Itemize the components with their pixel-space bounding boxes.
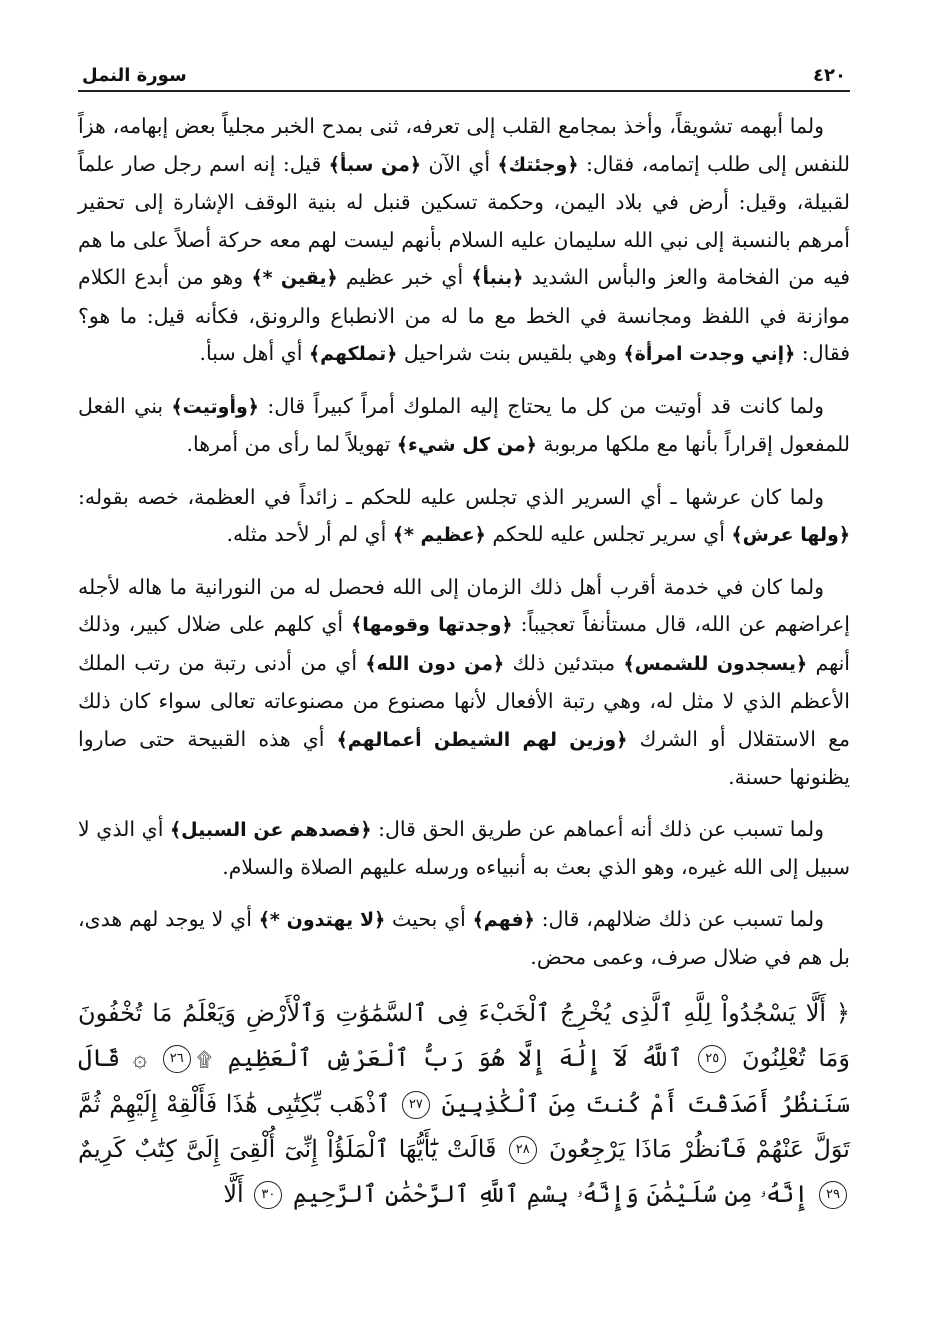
- text-run: أي سرير تجلس عليه للحكم: [485, 522, 732, 546]
- quranic-quote: ﴿يسجدون للشمس﴾: [623, 652, 808, 675]
- paragraph: [78, 901, 850, 977]
- page-number: ٤٢٠: [813, 65, 846, 86]
- quranic-quote: ﴿وزين لهم الشيطن أعمالهم﴾: [336, 728, 628, 751]
- quranic-quote: ﴿لا يهتدون *﴾: [258, 908, 386, 931]
- quranic-quote: ﴿فهم﴾: [472, 908, 535, 931]
- quranic-quote: ﴿من دون الله﴾: [365, 652, 505, 675]
- verse-text: قَالَتْ يَٰٓأَيُّهَا ٱلْمَلَؤُاْ إِنِّىٓ أُلْقِىَ إِلَىَّ كِتَٰبٌ كَرِيمٌ: [78, 1134, 506, 1163]
- verse-text: ۞ قَالَ سَنَنظُرُ أَصَدَقْتَ أَمْ كُنتَ مِنَ ٱلْكَٰذِبِينَ: [78, 1043, 850, 1118]
- text-run: وهي بلقيس بنت شراحيل: [397, 341, 624, 365]
- quranic-quote: ﴿وجئتك﴾: [497, 153, 579, 176]
- verse-text: ٱذْهَب بِّكِتَٰبِى هَٰذَا فَأَلْقِهْ إِلَيْهِمْ ثُمَّ تَوَلَّ عَنْهُمْ فَٱنظُرْ مَاذَا يَرْجِعُونَ: [78, 1089, 850, 1163]
- text-run: ولما أبهمه تشويقاً، وأخذ بمجامع القلب إلى تعرفه، ثنى بمدح الخبر مجلياً بعض إبهامه، هزاً للنفس إلى طلب إتمامه، فقال:: [78, 114, 850, 176]
- text-run: أي من أدنى رتبة من رتب الملك الأعظم الذي لا مثل له، وهي رتبة الأفعال لأنها مصنوع من مصنوعاته تعالى سواء كان ذلك مع الاستقلال أو الشرك: [78, 650, 850, 751]
- text-run: أي بحيث: [385, 906, 473, 931]
- text-run: أي هذه القبيحة حتى صاروا يظنونها حسنة.: [78, 726, 850, 789]
- ayah-number-marker: ٢٧: [402, 1091, 430, 1119]
- surah-name: سورة النمل: [82, 65, 187, 86]
- ayah-number-marker: ٣٠: [254, 1181, 282, 1209]
- paragraph: [78, 108, 850, 374]
- paragraph: [78, 569, 850, 797]
- text-run: وهو من أبدع الكلام موازنة في اللفظ ومجانسة في الخط مع ما له من الانطباع والرونق، فكأنه قيل: ما هو؟ فقال:: [78, 265, 850, 365]
- text-run: مبتدئين ذلك: [504, 650, 624, 675]
- text-run: قيل: إنه اسم رجل صار علماً لقبيلة، وقيل: أرض في بلاد اليمن، وحكمة تسكين قنبل له بنية الوقف الإشارة إلى تحقير أمرهم بالنسبة إلى نبي الله سليمان عليه السلام بأنهم ليست لهم معه حركة أصلاً على ما هم فيه من الفخامة والعز والبأس الشديد: [78, 151, 850, 289]
- ayah-number-marker: ٢٨: [509, 1136, 537, 1164]
- text-run: ولما كان في خدمة أقرب أهل ذلك الزمان إلى الله فحصل له من النورانية ما هاله لأجله إعراضهم عن الله، قال مستأنفاً تعجيباً:: [78, 574, 850, 636]
- ayah-number-marker: ٢٥: [698, 1045, 726, 1073]
- text-run: ولما كان عرشها ـ أي السرير الذي تجلس عليه للحكم ـ زائداً في العظمة، خصه بقوله:: [78, 484, 824, 509]
- sajda-icon: ۩: [196, 1046, 212, 1071]
- text-run: أي الآن: [421, 151, 498, 176]
- text-run: أي الذي لا سبيل إلى الله غيره، وهو الذي بعث به أنبياءه ورسله عليهم الصلاة والسلام.: [78, 816, 850, 879]
- text-run: تهويلاً لما رأى من أمرها.: [186, 432, 397, 456]
- quranic-quote: ﴿بنبأ﴾: [471, 267, 524, 289]
- text-run: أي لا يوجد لهم هدى، بل هم في ضلال صرف، وعمى محض.: [78, 906, 850, 969]
- quranic-quote: ﴿ولها عرش﴾: [731, 524, 850, 546]
- quranic-quote: ﴿يقين *﴾: [251, 267, 338, 289]
- commentary-text: [78, 108, 850, 977]
- quranic-quote: ﴿فصدهم عن السبيل﴾: [170, 818, 372, 841]
- text-run: أي أهل سبأ.: [199, 341, 309, 365]
- quranic-quote: ﴿من سبأ﴾: [328, 153, 421, 176]
- quranic-quote: ﴿تملكهم﴾: [308, 343, 398, 365]
- quranic-quote: ﴿وأوتيت﴾: [171, 395, 259, 418]
- paragraph: [78, 479, 850, 555]
- paragraph: [78, 811, 850, 887]
- text-run: ولما تسبب عن ذلك ضلالهم، قال:: [534, 906, 824, 931]
- verse-text: إِنَّهُۥ مِن سُلَيْمَٰنَ وَإِنَّهُۥ بِسْمِ ٱللَّهِ ٱلرَّحْمَٰنِ ٱلرَّحِيمِ: [285, 1179, 816, 1208]
- text-run: أي كلهم على ضلال كبير، وذلك أنهم: [78, 612, 850, 675]
- ayah-number-marker: ٢٩: [819, 1181, 847, 1209]
- text-run: أي لم أر لأحد مثله.: [226, 522, 393, 546]
- quranic-quote: ﴿وجدتها وقومها﴾: [351, 614, 513, 636]
- quran-verses: [78, 991, 850, 1217]
- page-body: [78, 108, 850, 1217]
- paragraph: [78, 388, 850, 465]
- text-run: ولما كانت قد أوتيت من كل ما يحتاج إليه الملوك أمراً كبيراً قال:: [258, 393, 824, 418]
- page-header: [78, 52, 850, 92]
- text-run: ولما تسبب عن ذلك أنه أعماهم عن طريق الحق قال:: [371, 816, 824, 841]
- text-run: أي خبر عظيم: [337, 265, 472, 289]
- ayah-number-marker: ٢٦: [163, 1045, 191, 1073]
- quranic-quote: ﴿إني وجدت امرأة﴾: [623, 343, 796, 365]
- verse-text: أَلَّا: [223, 1179, 252, 1208]
- verse-text: ﴿ أَلَّا يَسْجُدُواْ لِلَّهِ ٱلَّذِى يُخْرِجُ ٱلْخَبْءَ فِى ٱلسَّمَٰوَٰتِ وَٱلْأَرْضِ وَيَعْلَمُ مَا تُخْفُونَ وَمَا تُعْلِنُونَ: [78, 998, 850, 1072]
- text-run: بني الفعل للمفعول إقراراً بأنها مع ملكها مربوبة: [78, 393, 850, 456]
- quranic-quote: ﴿عظيم *﴾: [392, 524, 486, 546]
- verse-text: ٱللَّهُ لَآ إِلَٰهَ إِلَّا هُوَ رَبُّ ٱلْعَرْشِ ٱلْعَظِيمِ: [214, 1043, 696, 1072]
- document-page: [78, 52, 850, 1217]
- quranic-quote: ﴿من كل شيء﴾: [396, 434, 537, 456]
